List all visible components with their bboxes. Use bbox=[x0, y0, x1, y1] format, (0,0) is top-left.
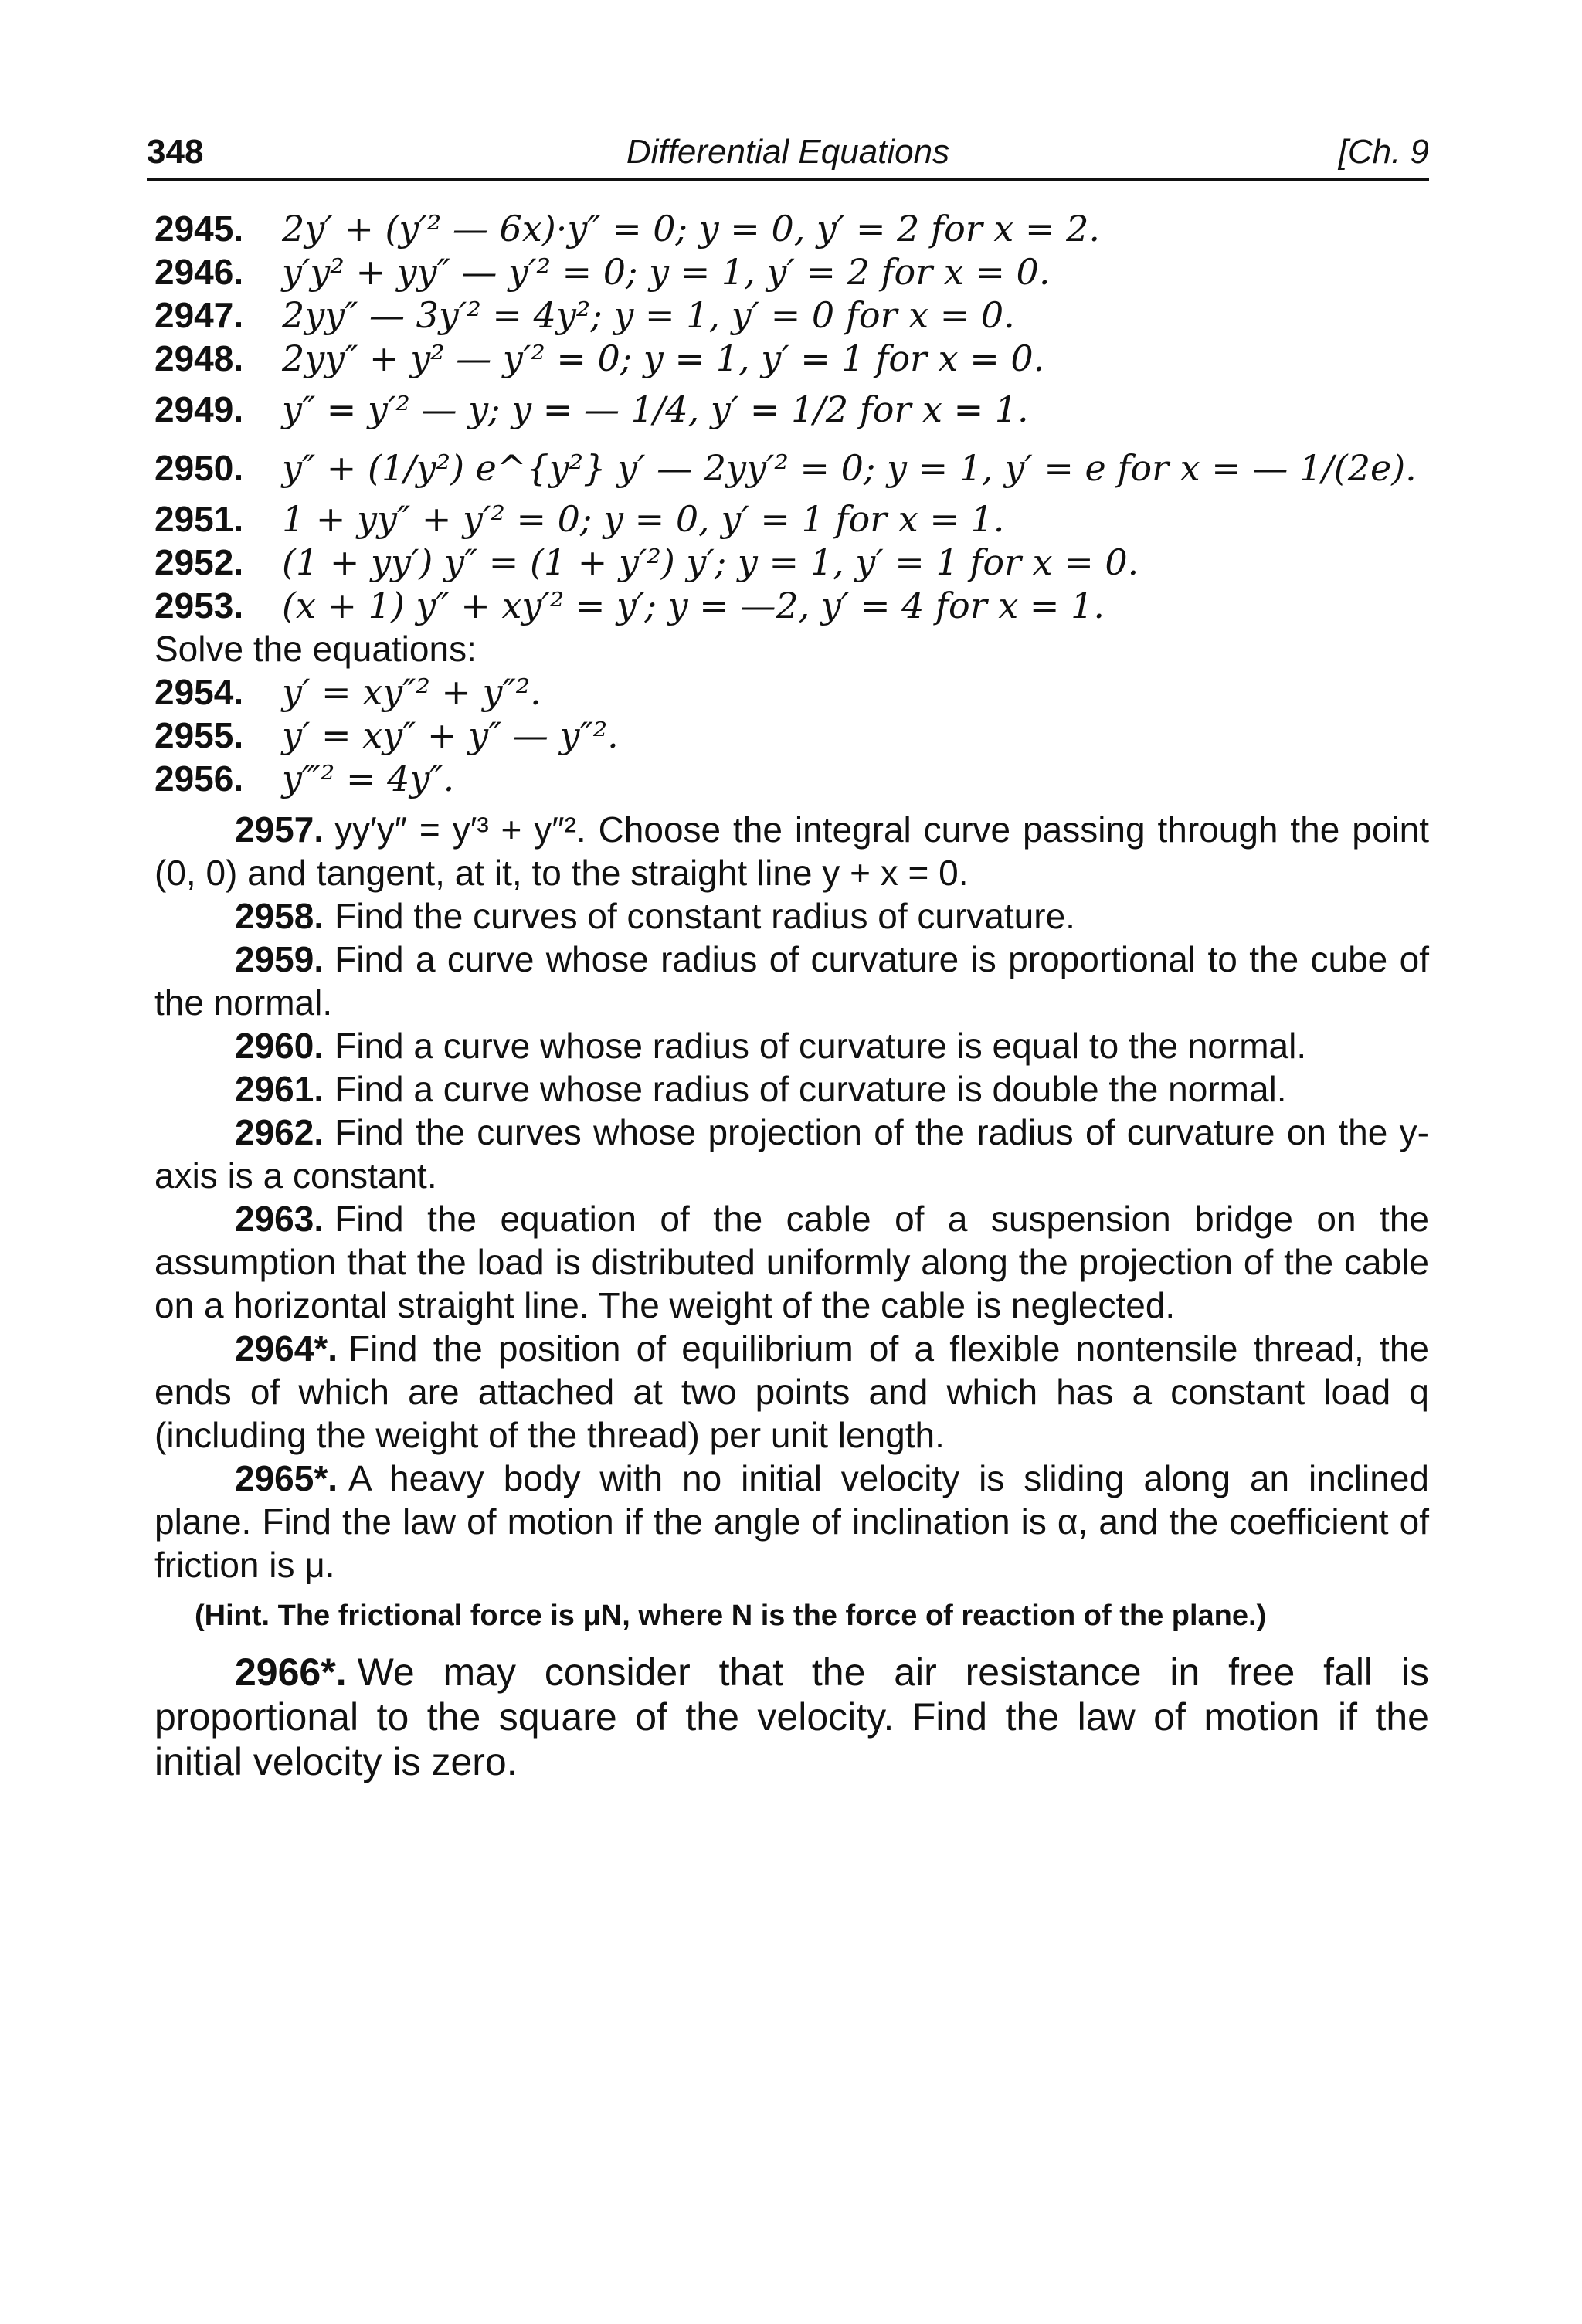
problem-2946: 2946. y′y² + yy″ — y′² = 0; y = 1, y′ = 2 for x = 0. bbox=[154, 251, 1051, 293]
problem-2959: 2959. Find a curve whose radius of curvature is proportional to the cube of the normal. bbox=[154, 939, 1429, 1023]
problem-2957: 2957. yy′y″ = y′³ + y″². Choose the integral curve passing through the point (0, 0) and tangent, at it, to the straight line y + x = 0. bbox=[154, 809, 1429, 893]
problem-2965: 2965*. A heavy body with no initial velocity is sliding along an inclined plane. Find the law of motion if the angle of inclination is α, and the coefficient of friction is μ. bbox=[154, 1458, 1429, 1585]
problem-2960: 2960. Find a curve whose radius of curvature is equal to the normal. bbox=[235, 1026, 1307, 1066]
problem-2961: 2961. Find a curve whose radius of curvature is double the normal. bbox=[235, 1069, 1287, 1109]
running-head bbox=[147, 133, 1429, 179]
problem-2956: 2956. y‴² = 4y″. bbox=[154, 758, 455, 799]
problem-2947: 2947. 2yy″ — 3y′² = 4y²; y = 1, y′ = 0 for x = 0. bbox=[154, 294, 1015, 336]
problem-2966: 2966*. We may consider that the air resistance in free fall is proportional to the square of the velocity. Find the law of motion if the initial velocity is zero. bbox=[154, 1651, 1429, 1783]
page-number: 348 bbox=[147, 133, 204, 171]
header-rule bbox=[147, 178, 1429, 181]
problem-2945: 2945. 2y′ + (y′² — 6x)·y″ = 0; y = 0, y′ = 2 for x = 2. bbox=[154, 208, 1101, 249]
problem-2949: 2949. y″ = y′² — y; y = — 1/4, y′ = 1/2 for x = 1. bbox=[154, 388, 1029, 430]
problem-2963: 2963. Find the equation of the cable of a suspension bridge on the assumption that the load is distributed uniformly along the projection of the cable on a horizontal straight line. The weight of the cable is neglected. bbox=[154, 1199, 1429, 1325]
chapter-reference: [Ch. 9 bbox=[1338, 133, 1429, 171]
hint-note: (Hint. The frictional force is μN, where N is the force of reaction of the plane.) bbox=[195, 1600, 1267, 1632]
problem-2948: 2948. 2yy″ + y² — y′² = 0; y = 1, y′ = 1 for x = 0. bbox=[154, 338, 1045, 379]
problem-2951: 2951. 1 + yy″ + y′² = 0; y = 0, y′ = 1 for x = 1. bbox=[154, 498, 1005, 540]
problem-2953: 2953. (x + 1) y″ + xy′² = y′; y = —2, y′ = 4 for x = 1. bbox=[154, 585, 1105, 626]
problem-2962: 2962. Find the curves whose projection of the radius of curvature on the y-axis is a constant. bbox=[154, 1112, 1429, 1196]
problem-2952: 2952. (1 + yy′) y″ = (1 + y′²) y′; y = 1, y′ = 1 for x = 0. bbox=[154, 541, 1139, 583]
problem-2958: 2958. Find the curves of constant radius of curvature. bbox=[235, 896, 1075, 936]
problem-2954: 2954. y′ = xy″² + y″². bbox=[154, 671, 541, 713]
running-title: Differential Equations bbox=[626, 133, 950, 171]
problem-2950: 2950. y″ + (1/y²) e^{y²} y′ — 2yy′² = 0; y = 1, y′ = e for x = — 1/(2e). bbox=[154, 447, 1417, 489]
problem-2955: 2955. y′ = xy″ + y″ — y″². bbox=[154, 714, 619, 756]
solve-heading: Solve the equations: bbox=[154, 629, 477, 669]
problem-2964: 2964*. Find the position of equilibrium of a flexible nontensile thread, the ends of which are attached at two points and which has a constant load q (including the weight of the thread) per unit length. bbox=[154, 1328, 1429, 1455]
page-body bbox=[154, 207, 1429, 1784]
